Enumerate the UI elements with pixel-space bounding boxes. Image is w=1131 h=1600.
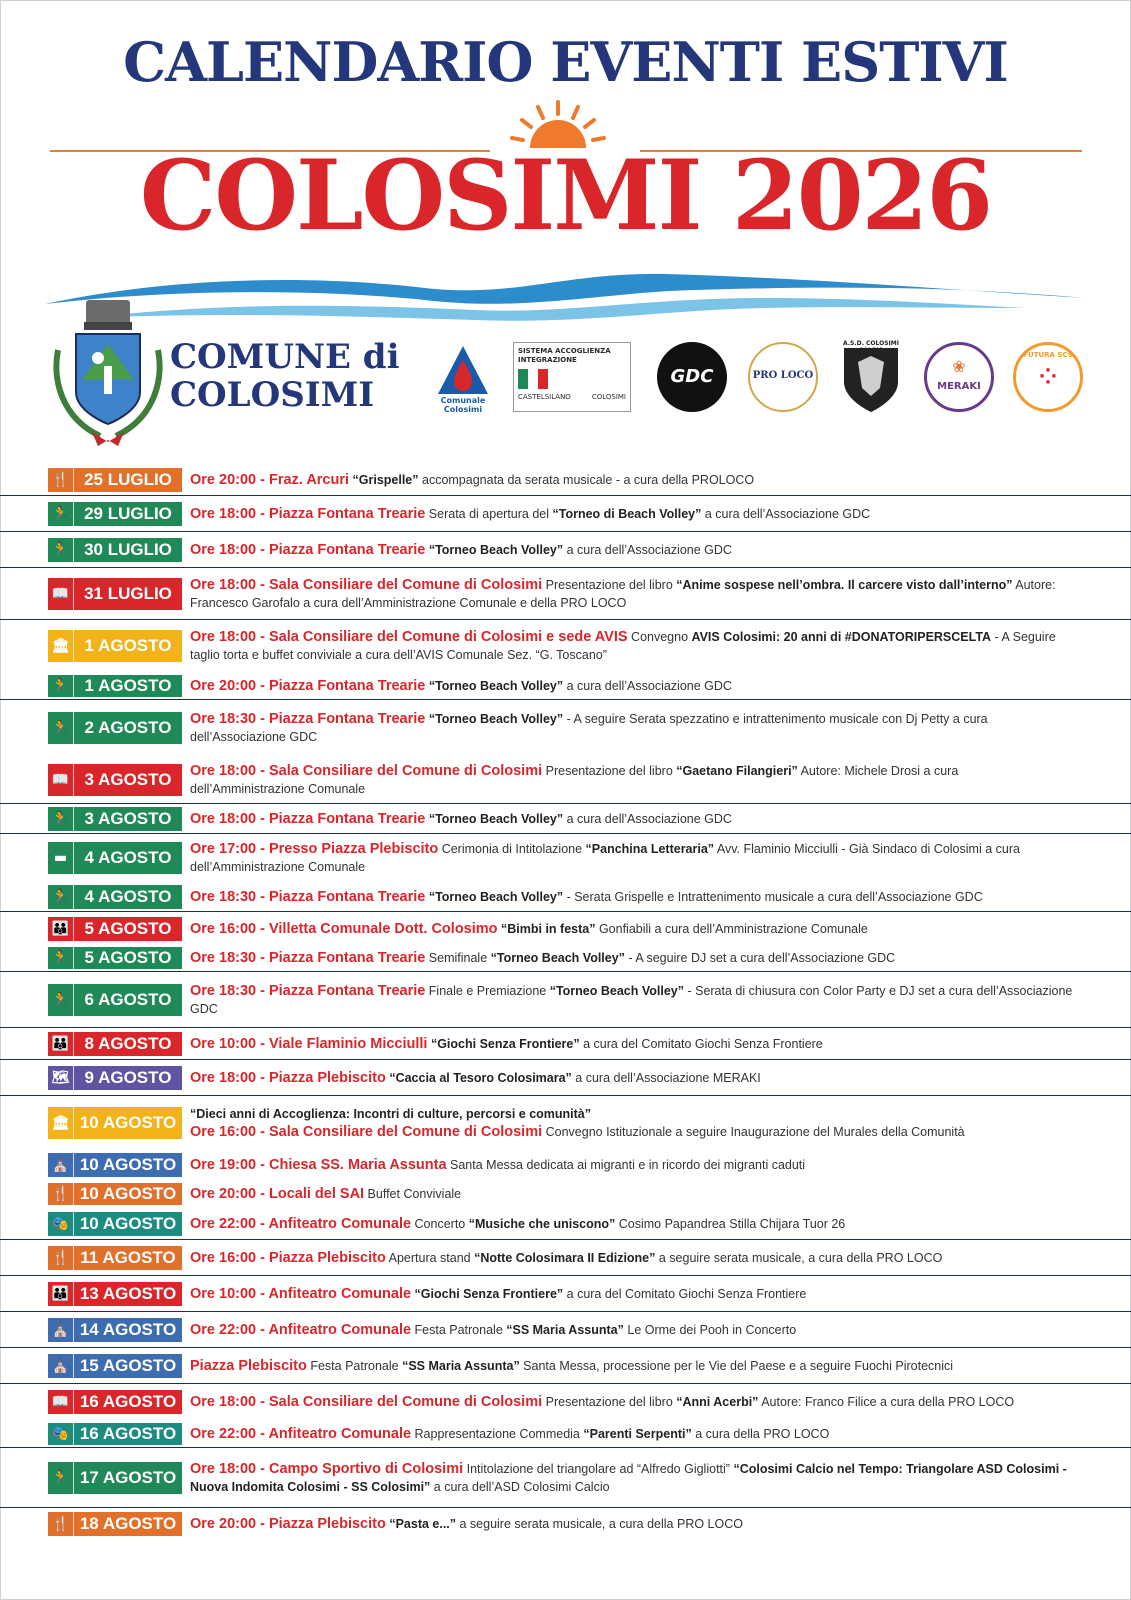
- event-details: a seguire serata musicale, a cura della PRO LOCO: [655, 1251, 943, 1265]
- sai-left-label: CASTELSILANO: [518, 393, 571, 401]
- event-date: 16 AGOSTO: [79, 1424, 177, 1443]
- event-date: 5 AGOSTO: [84, 919, 172, 938]
- event-row: [48, 1240, 1082, 1276]
- event-title: “SS Maria Assunta”: [506, 1323, 624, 1337]
- lotus-icon: ❀: [952, 357, 966, 376]
- event-title: “Grispelle”: [352, 473, 419, 487]
- event-date-badge: [48, 578, 182, 610]
- event-row: [48, 700, 1082, 756]
- event-row: [48, 972, 1082, 1028]
- event-date-badge: [48, 538, 182, 562]
- event-date-badge: [48, 1212, 182, 1236]
- event-date: 9 AGOSTO: [84, 1068, 172, 1087]
- comune-name: [170, 338, 399, 414]
- building-icon: 🏛: [48, 630, 74, 662]
- event-description: [190, 1249, 1076, 1267]
- event-description: [190, 541, 1076, 559]
- event-date-badge: [48, 630, 182, 662]
- event-details: a cura dell’Associazione GDC: [563, 543, 732, 557]
- event-row: [48, 1150, 1082, 1180]
- event-title: “Pasta e...”: [389, 1517, 457, 1531]
- event-description: [190, 1425, 1076, 1443]
- event-date-badge: [48, 1423, 182, 1445]
- event-text: Rappresentazione Commedia: [411, 1427, 584, 1441]
- proloco-logo: [748, 342, 818, 412]
- event-date: 16 AGOSTO: [79, 1392, 177, 1411]
- event-details: a cura dell’Associazione MERAKI: [571, 1071, 761, 1085]
- book-icon: 📖: [48, 1390, 74, 1414]
- event-time-place: Ore 20:00 - Piazza Fontana Trearie: [190, 678, 426, 694]
- utensils-icon: 🍴: [48, 468, 74, 492]
- proloco-label: PRO LOCO: [752, 370, 814, 381]
- event-text: Convegno: [627, 630, 692, 644]
- event-date: 18 AGOSTO: [79, 1514, 177, 1533]
- event-description: [190, 710, 1076, 746]
- event-row: [48, 944, 1082, 972]
- event-time-place: Ore 18:00 - Sala Consiliare del Comune di Colosimi: [190, 1394, 543, 1410]
- event-date-badge: [48, 1032, 182, 1056]
- event-description: [190, 840, 1076, 876]
- event-row: [48, 568, 1082, 620]
- event-row: [48, 1208, 1082, 1240]
- event-description: [190, 677, 1076, 695]
- event-time-place: Ore 16:00 - Villetta Comunale Dott. Colosimo: [190, 921, 498, 937]
- event-date: 13 AGOSTO: [79, 1284, 177, 1303]
- event-title: “Torneo Beach Volley”: [428, 543, 564, 557]
- event-text: Presentazione del libro: [542, 1395, 677, 1409]
- sai-title: SISTEMA ACCOGLIENZA INTEGRAZIONE: [518, 347, 611, 364]
- event-row: [48, 1312, 1082, 1348]
- event-row: [48, 1028, 1082, 1060]
- utensils-icon: 🍴: [48, 1183, 74, 1205]
- event-details: Santa Messa, processione per le Vie del Paese e a seguire Fuochi Pirotecnici: [519, 1359, 954, 1373]
- avis-label: Comunale Colosimi: [440, 396, 486, 414]
- event-row: [48, 1348, 1082, 1384]
- event-date-badge: [48, 947, 182, 969]
- event-date-badge: [48, 712, 182, 744]
- event-title: “Colosimi Calcio nel Tempo: Triangolare ASD Colosimi - Nuova Indomita Colosimi - SS Colosimi”: [190, 1462, 1067, 1494]
- event-date-badge: [48, 1354, 182, 1378]
- family-icon: 👪: [48, 1282, 74, 1306]
- futura-logo: [1013, 342, 1083, 412]
- event-text: Cerimonia di Intitolazione: [438, 842, 586, 856]
- event-time-place: Ore 16:00 - Piazza Plebiscito: [190, 1250, 386, 1266]
- volleyball-player-icon: 🏃: [48, 538, 74, 562]
- event-time-place: Ore 18:30 - Piazza Fontana Trearie: [190, 711, 426, 727]
- event-description: [190, 1069, 1076, 1087]
- event-date-badge: [48, 502, 182, 526]
- event-row: [48, 756, 1082, 804]
- event-row: [48, 1420, 1082, 1448]
- event-title: “Parenti Serpenti”: [583, 1427, 692, 1441]
- event-details: Autore: Michele Drosi a cura dell’Amministrazione Comunale: [190, 764, 959, 796]
- event-title: “Gaetano Filangieri”: [676, 764, 798, 778]
- event-text: Presentazione del libro: [542, 578, 677, 592]
- event-title: “Giochi Senza Frontiere”: [430, 1037, 580, 1051]
- event-time-place: Ore 18:00 - Sala Consiliare del Comune di Colosimi: [190, 577, 543, 593]
- event-title: “Caccia al Tesoro Colosimara”: [389, 1071, 572, 1085]
- event-text: Apertura stand: [385, 1251, 475, 1265]
- church-icon: ⛪: [48, 1153, 74, 1177]
- event-details: a seguire serata musicale, a cura della PRO LOCO: [456, 1517, 743, 1531]
- event-text: Presentazione del libro: [542, 764, 677, 778]
- wave-decoration: [45, 268, 1085, 324]
- event-date: 10 AGOSTO: [79, 1214, 177, 1233]
- event-description: [190, 471, 1076, 489]
- meraki-logo: [924, 342, 994, 412]
- event-description: [190, 949, 1076, 967]
- event-date: 17 AGOSTO: [79, 1468, 177, 1487]
- event-text: Semifinale: [425, 951, 491, 965]
- event-title: “Notte Colosimara II Edizione”: [474, 1251, 656, 1265]
- volleyball-player-icon: 🏃: [48, 1462, 74, 1494]
- event-date-badge: [48, 1282, 182, 1306]
- event-description: [190, 1105, 1076, 1141]
- event-time-place: Ore 18:30 - Piazza Fontana Trearie: [190, 983, 426, 999]
- event-description: [190, 1515, 1076, 1533]
- comune-line-1: COMUNE di: [170, 337, 400, 377]
- event-details: a cura della PRO LOCO: [691, 1427, 830, 1441]
- event-title: “Anni Acerbi”: [676, 1395, 759, 1409]
- event-row: [48, 804, 1082, 834]
- event-date: 3 AGOSTO: [84, 770, 172, 789]
- family-icon: 👪: [48, 1032, 74, 1056]
- event-row: [48, 620, 1082, 672]
- event-time-place: Piazza Plebiscito: [190, 1358, 307, 1374]
- volleyball-player-icon: 🏃: [48, 885, 74, 909]
- event-row: [48, 914, 1082, 944]
- event-date-badge: [48, 1462, 182, 1494]
- event-time-place: Ore 18:00 - Sala Consiliare del Comune di Colosimi: [190, 763, 543, 779]
- event-row: [48, 532, 1082, 568]
- event-date-badge: [48, 984, 182, 1016]
- event-date: 29 LUGLIO: [84, 504, 172, 523]
- gdc-label: GDC: [670, 366, 714, 387]
- event-description: [190, 576, 1076, 612]
- event-time-place: Ore 20:00 - Fraz. Arcuri: [190, 472, 350, 488]
- event-time-place: Ore 16:00 - Sala Consiliare del Comune di Colosimi: [190, 1124, 543, 1140]
- event-row: [48, 1180, 1082, 1208]
- event-date-badge: [48, 1512, 182, 1536]
- event-row: [48, 1060, 1082, 1096]
- calcio-logo: [840, 342, 902, 414]
- event-time-place: Ore 18:30 - Piazza Fontana Trearie: [190, 889, 426, 905]
- event-details: Autore: Francesco Garofalo a cura dell’Amministrazione Comunale e della PRO LOCO: [190, 578, 1056, 610]
- utensils-icon: 🍴: [48, 1512, 74, 1536]
- theater-masks-icon: 🎭: [48, 1212, 74, 1236]
- calcio-label: A.S.D. COLOSIMI CALCIO: [843, 340, 899, 354]
- event-details: - Serata Grispelle e Intrattenimento musicale a cura dell’Associazione GDC: [563, 890, 983, 904]
- event-date: 10 AGOSTO: [79, 1113, 177, 1132]
- event-title: “SS Maria Assunta”: [402, 1359, 520, 1373]
- event-details: - Serata di chiusura con Color Party e DJ set a cura dell’Associazione GDC: [190, 984, 1073, 1016]
- event-row: [48, 834, 1082, 882]
- event-description: [190, 982, 1076, 1018]
- sai-logo: [513, 342, 631, 412]
- book-icon: 📖: [48, 764, 74, 796]
- volleyball-player-icon: 🏃: [48, 984, 74, 1016]
- futura-label: FUTURA SCS: [1023, 351, 1073, 359]
- event-date: 3 AGOSTO: [84, 809, 172, 828]
- event-date-badge: [48, 1183, 182, 1205]
- event-date-badge: [48, 1318, 182, 1342]
- event-description: [190, 1285, 1076, 1303]
- event-date: 2 AGOSTO: [84, 718, 172, 737]
- event-text: Finale e Premiazione: [425, 984, 550, 998]
- event-details: a cura del Comitato Giochi Senza Frontiere: [563, 1287, 807, 1301]
- event-time-place: Ore 18:30 - Piazza Fontana Trearie: [190, 950, 426, 966]
- event-row: [48, 672, 1082, 700]
- page-title: CALENDARIO EVENTI ESTIVI: [123, 30, 1008, 94]
- volleyball-player-icon: 🏃: [48, 807, 74, 831]
- event-time-place: Ore 17:00 - Presso Piazza Plebiscito: [190, 841, 439, 857]
- comune-crest-logo: [48, 300, 168, 450]
- event-title: “Torneo Beach Volley”: [428, 679, 564, 693]
- event-time-place: Ore 10:00 - Viale Flaminio Micciulli: [190, 1036, 428, 1052]
- event-date: 1 AGOSTO: [84, 676, 172, 695]
- volleyball-player-icon: 🏃: [48, 675, 74, 697]
- event-date: 1 AGOSTO: [84, 636, 172, 655]
- event-date: 31 LUGLIO: [84, 584, 172, 603]
- event-description: [190, 1460, 1076, 1496]
- event-time-place: Ore 18:00 - Piazza Plebiscito: [190, 1070, 386, 1086]
- family-icon: 👪: [48, 917, 74, 941]
- event-date: 25 LUGLIO: [84, 470, 172, 489]
- network-icon: ⁘: [1038, 365, 1058, 390]
- event-date: 5 AGOSTO: [84, 948, 172, 967]
- event-date-badge: [48, 675, 182, 697]
- church-icon: ⛪: [48, 1354, 74, 1378]
- event-details: a cura del Comitato Giochi Senza Frontiere: [579, 1037, 823, 1051]
- church-icon: ⛪: [48, 1318, 74, 1342]
- event-text: Intitolazione del triangolare ad “Alfredo Gigliotti”: [463, 1462, 734, 1476]
- event-details: - A seguire DJ set a cura dell’Associazione GDC: [624, 951, 896, 965]
- event-description: [190, 1035, 1076, 1053]
- event-text: Convegno Istituzionale a seguire Inaugurazione del Murales della Comunità: [542, 1125, 965, 1139]
- treasure-map-icon: 🗺: [48, 1066, 74, 1090]
- row-separator: [0, 911, 1131, 912]
- event-description: [190, 1357, 1076, 1375]
- event-description: [190, 920, 1076, 938]
- event-time-place: Ore 22:00 - Anfiteatro Comunale: [190, 1426, 412, 1442]
- event-text: Festa Patronale: [306, 1359, 403, 1373]
- event-date: 6 AGOSTO: [84, 990, 172, 1009]
- event-text: Concerto: [411, 1217, 469, 1231]
- event-date-badge: [48, 1153, 182, 1177]
- event-theme: “Dieci anni di Accoglienza: Incontri di culture, percorsi e comunità”: [190, 1107, 592, 1121]
- event-text: Festa Patronale: [411, 1323, 507, 1337]
- event-row: [48, 464, 1082, 496]
- event-details: Le Orme dei Pooh in Concerto: [623, 1323, 797, 1337]
- event-time-place: Ore 10:00 - Anfiteatro Comunale: [190, 1286, 412, 1302]
- event-row: [48, 496, 1082, 532]
- event-details: Avv. Flaminio Micciulli - Già Sindaco di Colosimi a cura dell’Amministrazione Comunale: [190, 842, 1020, 874]
- event-date-badge: [48, 764, 182, 796]
- event-time-place: Ore 18:00 - Piazza Fontana Trearie: [190, 506, 426, 522]
- event-details: - A Seguire taglio torta e buffet conviviale a cura dell’AVIS Comunale Sez. “G. Toscano”: [190, 630, 1056, 662]
- event-title: “Torneo Beach Volley”: [428, 712, 564, 726]
- event-details: a cura dell’Associazione GDC: [563, 812, 732, 826]
- volleyball-player-icon: 🏃: [48, 712, 74, 744]
- event-date: 10 AGOSTO: [79, 1155, 177, 1174]
- event-time-place: Ore 18:00 - Campo Sportivo di Colosimi: [190, 1461, 464, 1477]
- event-text: Santa Messa dedicata ai migranti e in ricordo dei migranti caduti: [446, 1158, 806, 1172]
- event-row: [48, 1448, 1082, 1508]
- event-details: Cosimo Papandrea Stilla Chijara Tuor 26: [615, 1217, 846, 1231]
- event-details: accompagnata da serata musicale - a cura della PROLOCO: [418, 473, 755, 487]
- event-row: [48, 882, 1082, 912]
- event-title: AVIS Colosimi: 20 anni di #DONATORIPERSCELTA: [691, 630, 992, 644]
- event-description: [190, 762, 1076, 798]
- event-date: 15 AGOSTO: [79, 1356, 177, 1375]
- event-details: - A seguire Serata spezzatino e intrattenimento musicale con Dj Petty a cura dell’Associazione GDC: [190, 712, 988, 744]
- event-description: [190, 1393, 1076, 1411]
- sai-flag-icon: [518, 369, 548, 389]
- event-description: [190, 1215, 1076, 1233]
- event-date-badge: [48, 885, 182, 909]
- bench-icon: ▬: [48, 842, 74, 874]
- event-text: Serata di apertura del: [425, 507, 553, 521]
- event-details: a cura dell’Associazione GDC: [563, 679, 732, 693]
- event-details: a cura dell’Associazione GDC: [701, 507, 871, 521]
- event-description: [190, 810, 1076, 828]
- event-date-badge: [48, 842, 182, 874]
- event-date-badge: [48, 1107, 182, 1139]
- event-title: “Torneo Beach Volley”: [428, 890, 564, 904]
- page-subtitle: COLOSIMI 2026: [139, 139, 992, 252]
- event-time-place: Ore 19:00 - Chiesa SS. Maria Assunta: [190, 1157, 447, 1173]
- event-date-badge: [48, 807, 182, 831]
- avis-drop-icon: [430, 342, 496, 398]
- event-date: 10 AGOSTO: [79, 1184, 177, 1203]
- event-title: “Anime sospese nell’ombra. Il carcere visto dall’interno”: [676, 578, 1013, 592]
- event-time-place: Ore 18:00 - Piazza Fontana Trearie: [190, 811, 426, 827]
- event-details: a cura dell’ASD Colosimi Calcio: [430, 1480, 610, 1494]
- volleyball-player-icon: 🏃: [48, 502, 74, 526]
- event-row: [48, 1276, 1082, 1312]
- event-date-badge: [48, 1246, 182, 1270]
- gdc-logo: [657, 342, 727, 412]
- event-title: “Giochi Senza Frontiere”: [414, 1287, 564, 1301]
- event-details: Autore: Franco Filice a cura della PRO LOCO: [758, 1395, 1015, 1409]
- event-time-place: Ore 18:00 - Piazza Fontana Trearie: [190, 542, 426, 558]
- event-text: Buffet Conviviale: [364, 1187, 462, 1201]
- event-time-place: Ore 18:00 - Sala Consiliare del Comune di Colosimi e sede AVIS: [190, 629, 628, 645]
- meraki-label: MERAKI: [937, 381, 981, 392]
- event-row: [48, 1096, 1082, 1150]
- event-time-place: Ore 22:00 - Anfiteatro Comunale: [190, 1322, 412, 1338]
- event-details: Gonfiabili a cura dell’Amministrazione Comunale: [595, 922, 868, 936]
- event-date-badge: [48, 1066, 182, 1090]
- event-title: “Bimbi in festa”: [501, 922, 596, 936]
- event-date-badge: [48, 1390, 182, 1414]
- event-description: [190, 888, 1076, 906]
- event-description: [190, 1185, 1076, 1203]
- event-row: [48, 1384, 1082, 1420]
- event-time-place: Ore 20:00 - Locali del SAI: [190, 1186, 365, 1202]
- utensils-icon: 🍴: [48, 1246, 74, 1270]
- avis-logo: [430, 342, 496, 412]
- event-date: 4 AGOSTO: [84, 887, 172, 906]
- sai-right-label: COLOSIMI: [591, 393, 626, 401]
- event-title: “Musiche che uniscono”: [468, 1217, 616, 1231]
- event-date-badge: [48, 917, 182, 941]
- event-title: “Torneo Beach Volley”: [428, 812, 564, 826]
- event-time-place: Ore 20:00 - Piazza Plebiscito: [190, 1516, 386, 1532]
- event-date: 11 AGOSTO: [80, 1248, 176, 1267]
- event-date: 30 LUGLIO: [84, 540, 172, 559]
- building-icon: 🏛: [48, 1107, 74, 1139]
- comune-line-2: COLOSIMI: [170, 375, 375, 415]
- book-icon: 📖: [48, 578, 74, 610]
- event-date: 14 AGOSTO: [79, 1320, 177, 1339]
- volleyball-player-icon: 🏃: [48, 947, 74, 969]
- event-date-badge: [48, 468, 182, 492]
- event-description: [190, 628, 1076, 664]
- event-date: 4 AGOSTO: [84, 848, 172, 867]
- event-description: [190, 1321, 1076, 1339]
- event-title: “Torneo di Beach Volley”: [552, 507, 702, 521]
- theater-masks-icon: 🎭: [48, 1423, 74, 1445]
- event-date: 8 AGOSTO: [84, 1034, 172, 1053]
- event-title: “Torneo Beach Volley”: [549, 984, 684, 998]
- event-row: [48, 1508, 1082, 1540]
- event-description: [190, 505, 1076, 523]
- event-title: “Torneo Beach Volley”: [490, 951, 625, 965]
- event-title: “Panchina Letteraria”: [585, 842, 715, 856]
- event-time-place: Ore 22:00 - Anfiteatro Comunale: [190, 1216, 412, 1232]
- event-description: [190, 1156, 1076, 1174]
